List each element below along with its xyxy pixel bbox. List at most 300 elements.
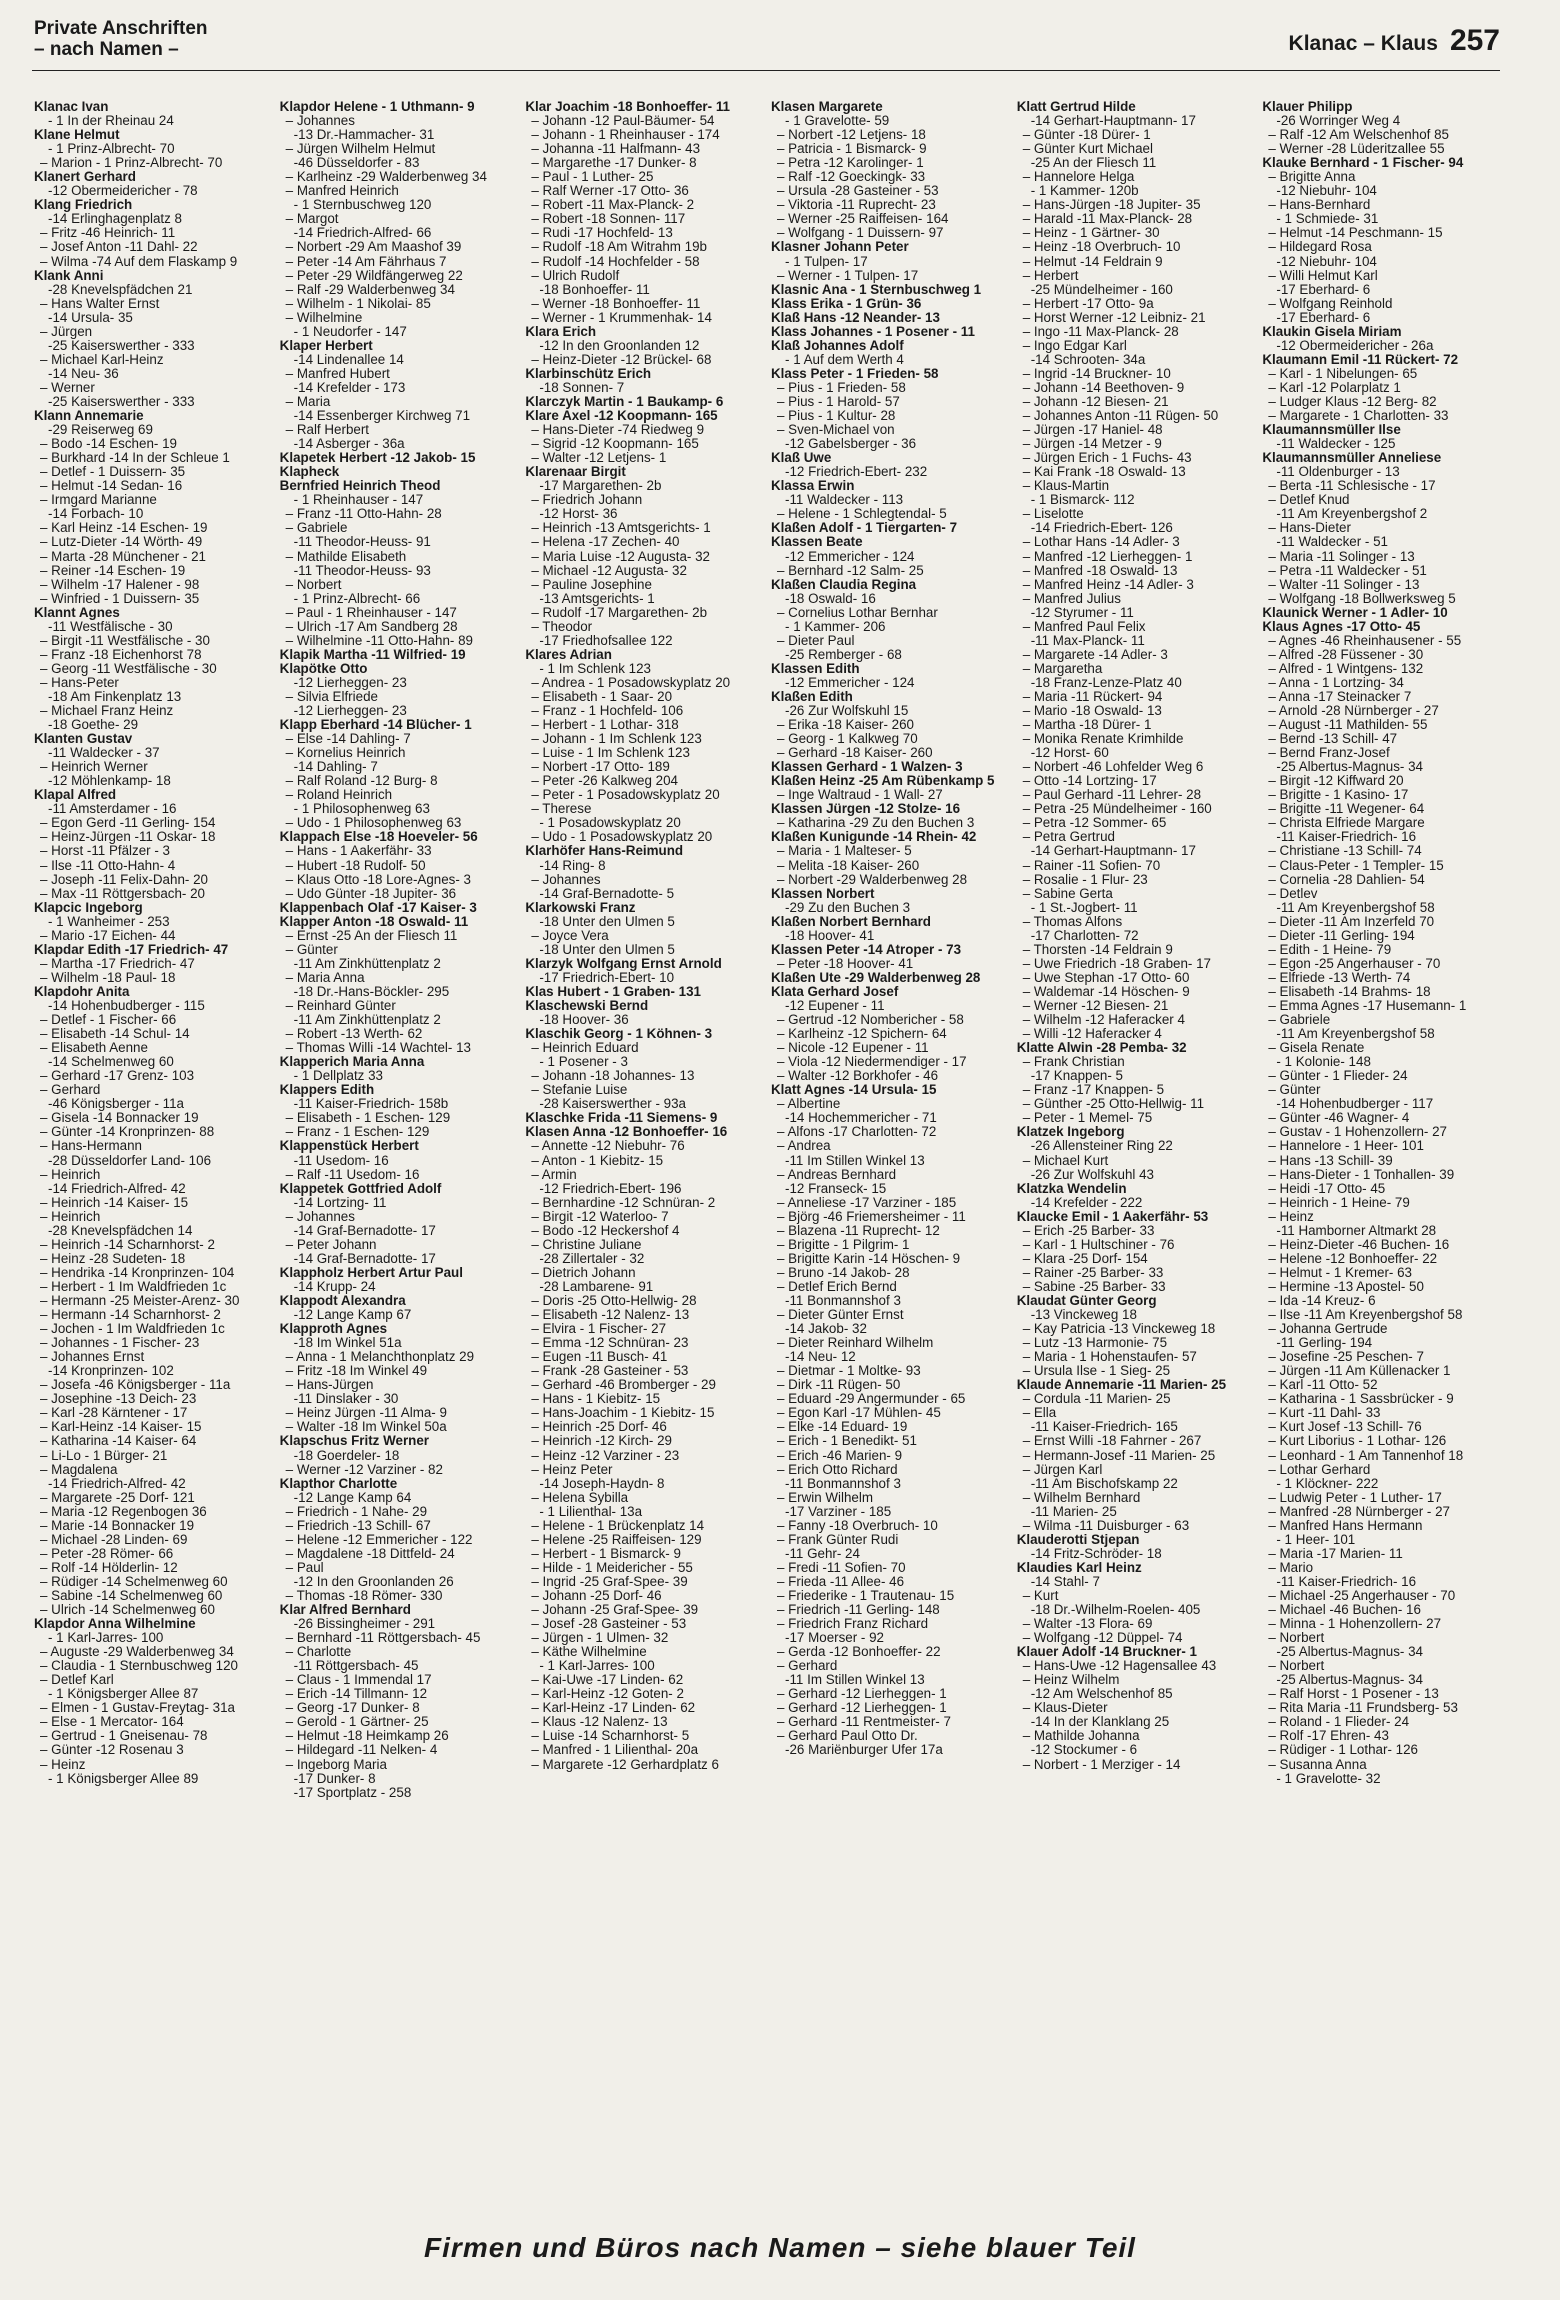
directory-entry-line: – Thomas -18 Römer- 330 <box>285 1588 443 1603</box>
name-range: Klanac – Klaus <box>1288 32 1438 55</box>
directory-entry-line: -14 Neu- 36 <box>48 366 119 381</box>
directory-entry-line: – Jürgen Karl <box>1022 1462 1103 1477</box>
directory-entry-line: Klaßen Kunigunde -14 Rhein- 42 <box>771 830 977 845</box>
directory-entry-line: Klass Johannes - 1 Posener - 11 <box>771 324 975 339</box>
directory-entry-line: – Walter -18 Im Winkel 50a <box>285 1420 447 1435</box>
directory-entry-line: -28 Knevelspfädchen 21 <box>48 282 193 297</box>
directory-entry-line: Klarczyk Martin - 1 Baukamp- 6 <box>525 394 724 409</box>
directory-entry-line: – Friedrich - 1 Nahe- 29 <box>285 1504 428 1519</box>
directory-entry-line: – Mathilde Johanna <box>1022 1729 1140 1744</box>
directory-entry-line: Klappers Edith <box>279 1083 375 1098</box>
directory-entry-line: – Heinz-Dieter -12 Brückel- 68 <box>531 352 712 367</box>
directory-entry-line: – Manfred -18 Oswald- 13 <box>1022 563 1178 578</box>
directory-entry-line: – Klaus Otto -18 Lore-Agnes- 3 <box>285 872 472 887</box>
directory-entry-line: Klar Alfred Bernhard <box>279 1603 411 1618</box>
directory-entry-line: – Elisabeth -12 Nalenz- 13 <box>531 1308 690 1323</box>
directory-entry-line: Klata Gerhard Josef <box>771 984 899 999</box>
directory-entry-line: -25 Albertus-Magnus- 34 <box>1276 760 1423 775</box>
directory-entry-line: – Frank -28 Gasteiner - 53 <box>531 1364 689 1379</box>
directory-entry-line: - 1 Königsberger Allee 87 <box>48 1687 199 1702</box>
directory-entry-line: – Ingeborg Maria <box>285 1757 387 1772</box>
directory-entry-line: Klatte Alwin -28 Pemba- 32 <box>1016 1041 1187 1056</box>
directory-entry-line: Klappetek Gottfried Adolf <box>279 1181 442 1196</box>
directory-entry-line: – Katharina -14 Kaiser- 64 <box>40 1434 197 1449</box>
directory-entry-line: -12 Obermeidericher - 26a <box>1276 338 1434 353</box>
directory-entry-line: – Wilhelmine <box>285 310 363 325</box>
directory-entry-line: – Kurt Josef -13 Schill- 76 <box>1268 1420 1422 1435</box>
directory-entry-line: – Nicole -12 Eupener - 11 <box>777 1041 929 1056</box>
directory-entry-line: – Alfons -17 Charlotten- 72 <box>777 1125 937 1140</box>
directory-entry-line: Klatt Agnes -14 Ursula- 15 <box>771 1083 937 1098</box>
directory-entry-line: – Detlef - 1 Fischer- 66 <box>40 1013 177 1028</box>
directory-entry-line: – Norbert <box>1268 1659 1325 1674</box>
directory-entry-line: – Johann -25 Dorf- 46 <box>531 1588 662 1603</box>
directory-entry-line: – Inge Waltraud - 1 Wall- 27 <box>777 788 943 803</box>
directory-entry-line: – Heinz Jürgen -11 Alma- 9 <box>285 1406 447 1421</box>
directory-entry-line: -25 Albertus-Magnus- 34 <box>1276 1645 1423 1660</box>
directory-entry-line: – Sabine Gerta <box>1022 886 1113 901</box>
directory-entry-line: -18 Unter den Ulmen 5 <box>539 942 675 957</box>
directory-entry-line: – Norbert -46 Lohfelder Weg 6 <box>1022 760 1204 775</box>
directory-entry-line: – Claudia - 1 Sternbuschweg 120 <box>40 1659 239 1674</box>
directory-entry-line: – Elfriede -13 Werth- 74 <box>1268 970 1411 985</box>
directory-entry-line: – Kornelius Heinrich <box>285 746 406 761</box>
directory-entry-line: – Ingrid -25 Graf-Spee- 39 <box>531 1574 688 1589</box>
directory-entry-line: -11 Hamborner Altmarkt 28 <box>1276 1223 1437 1238</box>
section-title <box>34 18 208 60</box>
directory-entry-line: – Johann -12 Paul-Bäumer- 54 <box>531 114 715 129</box>
directory-entry-line: – Friederike - 1 Trautenau- 15 <box>777 1588 955 1603</box>
directory-entry-line: – Josef Anton -11 Dahl- 22 <box>40 240 198 255</box>
directory-entry-line: -11 Waldecker - 37 <box>48 746 160 761</box>
directory-entry-line: -29 Zu den Buchen 3 <box>785 900 911 915</box>
directory-entry-line: – Jürgen Erich - 1 Fuchs- 43 <box>1022 451 1192 466</box>
directory-entry-line: -14 Graf-Bernadotte- 17 <box>293 1251 436 1266</box>
directory-entry-line: – Johanna -11 Halfmann- 43 <box>531 142 701 157</box>
directory-entry-line: -18 Oswald- 16 <box>785 591 876 606</box>
directory-entry-line: – Hans-Uwe -12 Hagensallee 43 <box>1022 1659 1217 1674</box>
directory-entry-line: – Heinz <box>40 1757 86 1772</box>
directory-entry-line: - 1 Kammer- 206 <box>785 619 886 634</box>
directory-entry-line: Klara Erich <box>525 324 597 339</box>
directory-entry-line: – Georg - 1 Kalkweg 70 <box>777 732 918 747</box>
directory-entry-line: Klasen Margarete <box>771 100 883 114</box>
directory-entry-line: – Werner <box>40 380 95 395</box>
directory-entry-line: Klaunick Werner - 1 Adler- 10 <box>1262 605 1448 620</box>
directory-entry-line: -17 Eberhard- 6 <box>1276 310 1371 325</box>
directory-entry-line: – Heidi -17 Otto- 45 <box>1268 1181 1386 1196</box>
directory-entry-line: – Wilhelmine -11 Otto-Hahn- 89 <box>285 633 473 648</box>
directory-entry-line: -14 Essenberger Kirchweg 71 <box>293 409 471 424</box>
directory-entry-line: -11 Kaiser-Friedrich- 16 <box>1276 830 1417 845</box>
directory-entry-line: -28 Kaiserswerther - 93a <box>539 1097 686 1112</box>
directory-entry-line: – Peter -14 Am Fährhaus 7 <box>285 254 447 269</box>
directory-entry-line: – Uwe Stephan -17 Otto- 60 <box>1022 970 1190 985</box>
directory-entry-line: – Heinrich -14 Scharnhorst- 2 <box>40 1237 215 1252</box>
directory-entry-line: – Joseph -11 Felix-Dahn- 20 <box>40 872 208 887</box>
directory-entry-line: -11 Waldecker - 125 <box>1276 437 1396 452</box>
directory-entry-line: Klang Friedrich <box>34 198 133 213</box>
directory-entry-line: – Erich - 1 Benedikt- 51 <box>777 1434 917 1449</box>
directory-entry-line: – Rudolf -17 Margarethen- 2b <box>531 605 708 620</box>
directory-entry-line: - 1 Prinz-Albrecht- 70 <box>48 142 175 157</box>
directory-entry-line: -11 Max-Planck- 11 <box>1030 633 1145 648</box>
directory-entry-line: – Norbert -12 Letjens- 18 <box>777 128 926 143</box>
directory-entry-line: - 1 Auf dem Werth 4 <box>785 352 904 367</box>
directory-entry-line: – Viola -12 Niedermendiger - 17 <box>777 1055 967 1070</box>
directory-entry-line: – Herbert -17 Otto- 9a <box>1022 296 1154 311</box>
directory-entry-line: -11 Am Zinkhüttenplatz 2 <box>293 1013 441 1028</box>
directory-entry-line: – Petra -25 Mündelheimer - 160 <box>1022 802 1212 817</box>
directory-entry-line: – Walter -13 Flora- 69 <box>1022 1617 1153 1632</box>
directory-entry-line: – Michael Karl-Heinz <box>40 352 164 367</box>
directory-entry-line: – Patricia - 1 Bismarck- 9 <box>777 142 927 157</box>
directory-entry-line: Klaßen Norbert Bernhard <box>771 914 931 929</box>
directory-entry-line: – Wolfgang -18 Bollwerksweg 5 <box>1268 591 1456 606</box>
directory-entry-line: -18 Goerdeler- 18 <box>293 1448 400 1463</box>
directory-entry-line: – Helena Sybilla <box>531 1490 629 1505</box>
directory-entry-line: – Heinz Wilhelm <box>1022 1673 1120 1688</box>
directory-entry-line: – Wilhelm -12 Haferacker 4 <box>1022 1013 1185 1028</box>
directory-entry-line: - 1 Kolonie- 148 <box>1276 1055 1371 1070</box>
directory-entry-line: -25 Remberger - 68 <box>785 647 902 662</box>
directory-entry-line: – Hans-Bernhard <box>1268 198 1371 213</box>
directory-entry-line: – Elisabeth -14 Brahms- 18 <box>1268 984 1431 999</box>
directory-entry-line: – Ingo -11 Max-Planck- 28 <box>1022 324 1179 339</box>
section-title-line1: Private Anschriften <box>34 18 208 39</box>
directory-entry-line: -12 Horst- 36 <box>539 507 618 522</box>
directory-entry-line: Klapötke Otto <box>279 661 368 676</box>
directory-entry-line: – Helmut -14 Sedan- 16 <box>40 479 183 494</box>
directory-entry-line: Klauke Bernhard - 1 Fischer- 94 <box>1262 156 1464 171</box>
directory-entry-line: – Walter -11 Solinger - 13 <box>1268 577 1420 592</box>
directory-entry-line: – Käthe Wilhelmine <box>531 1645 647 1660</box>
directory-entry-line: - 1 Gravelotte- 32 <box>1276 1771 1381 1786</box>
directory-entry-line: – Ralf -11 Usedom- 16 <box>285 1167 420 1182</box>
directory-entry-line: – Pauline Josephine <box>531 577 652 592</box>
directory-entry-line: – Johann -12 Biesen- 21 <box>1022 394 1169 409</box>
directory-entry-line: -17 Sportplatz - 258 <box>293 1785 412 1800</box>
page-header-range <box>1289 24 1500 58</box>
directory-entry-line: -18 Im Winkel 51a <box>293 1336 402 1351</box>
directory-entry-line: – Gerhard -11 Rentmeister- 7 <box>777 1715 951 1730</box>
directory-entry-line: – Günter -12 Rosenau 3 <box>40 1743 184 1758</box>
directory-entry-line: – Gerold - 1 Gärtner- 25 <box>285 1715 429 1730</box>
directory-entry-line: -12 Lierheggen- 23 <box>293 675 407 690</box>
directory-entry-line: -14 Ursula- 35 <box>48 310 133 325</box>
directory-entry-line: - 1 Königsberger Allee 89 <box>48 1771 199 1786</box>
directory-entry-line: -11 Usedom- 16 <box>293 1153 389 1168</box>
directory-entry-line: -12 Styrumer - 11 <box>1030 605 1134 620</box>
directory-entry-line: – Friedrich -13 Schill- 67 <box>285 1518 431 1533</box>
directory-entry-line: -13 Dr.-Hammacher- 31 <box>293 128 435 143</box>
directory-entry-line: - 1 Wanheimer - 253 <box>48 914 170 929</box>
directory-entry-line: – Uwe Friedrich -18 Graben- 17 <box>1022 956 1211 971</box>
directory-entry-line: – Kay Patricia -13 Vinckeweg 18 <box>1022 1322 1216 1337</box>
directory-entry-line: – Elke -14 Eduard- 19 <box>777 1420 908 1435</box>
directory-entry-line: – Helena -17 Zechen- 40 <box>531 535 680 550</box>
directory-entry-line: – Kurt <box>1022 1588 1059 1603</box>
directory-entry-line: – Heinrich -14 Kaiser- 15 <box>40 1195 189 1210</box>
directory-entry-line: -14 Graf-Bernadotte- 17 <box>293 1223 436 1238</box>
directory-entry-line: – Erich Otto Richard <box>777 1462 898 1477</box>
directory-entry-line: – Heinrich <box>40 1167 101 1182</box>
directory-entry-line: – Charlotte <box>285 1645 352 1660</box>
directory-entry-line: – Günter -46 Wagner- 4 <box>1268 1111 1410 1126</box>
directory-entry-line: – Monika Renate Krimhilde <box>1022 732 1184 747</box>
directory-entry-line: – Frieda -11 Allee- 46 <box>777 1574 905 1589</box>
directory-entry-line: – Lothar Gerhard <box>1268 1462 1371 1477</box>
directory-entry-line: -25 Kaiserswerther - 333 <box>48 394 195 409</box>
directory-entry-line: – Norbert <box>285 577 342 592</box>
directory-entry-line: Klapdohr Anita <box>34 984 130 999</box>
directory-entry-line: -17 Margarethen- 2b <box>539 479 662 494</box>
directory-entry-line: – Maria - 1 Hohenstaufen- 57 <box>1022 1350 1197 1365</box>
directory-entry-line: – Gerhard -46 Bromberger - 29 <box>531 1378 716 1393</box>
directory-entry-line: Klappenstück Herbert <box>279 1139 419 1154</box>
directory-entry-line: -12 Friedrich-Ebert- 196 <box>539 1181 682 1196</box>
directory-entry-line: – Erich -14 Tillmann- 12 <box>285 1687 428 1702</box>
directory-entry-line: Klassen Norbert <box>771 886 875 901</box>
directory-entry-line: – Anna -17 Steinacker 7 <box>1268 689 1412 704</box>
directory-entry-line: – Udo - 1 Posadowskyplatz 20 <box>531 830 713 845</box>
directory-entry-line: -14 In der Klanklang 25 <box>1030 1715 1170 1730</box>
directory-entry-line: – Helene -12 Bonhoeffer- 22 <box>1268 1251 1438 1266</box>
directory-entry-line: Klapdar Edith -17 Friedrich- 47 <box>34 942 229 957</box>
directory-entry-line: – Friedrich Johann <box>531 493 643 508</box>
header-rule <box>32 70 1500 71</box>
directory-entry-line: -11 Am Kreyenbergshof 2 <box>1276 507 1428 522</box>
directory-entry-line: – Björg -46 Friemersheimer - 11 <box>777 1209 966 1224</box>
directory-entry-line: Klarzyk Wolfgang Ernst Arnold <box>525 956 722 971</box>
directory-entry-line: – Johannes <box>285 1209 355 1224</box>
directory-entry-line: – Fritz -18 Im Winkel 49 <box>285 1364 428 1379</box>
directory-entry-line: – Michael -25 Angerhauser - 70 <box>1268 1588 1456 1603</box>
directory-entry-line: -11 Im Stillen Winkel 13 <box>785 1153 925 1168</box>
directory-entry-line: – Rita Maria -11 Frundsberg- 53 <box>1268 1701 1458 1716</box>
directory-entry-line: – Herbert - 1 Im Waldfrieden 1c <box>40 1279 227 1294</box>
directory-entry-line: Klaßen Ute -29 Walderbenweg 28 <box>771 970 981 985</box>
directory-entry-line: Klapal Alfred <box>34 788 117 803</box>
directory-entry-line: – Werner - 1 Tulpen- 17 <box>777 268 919 283</box>
directory-entry-line: Klarbinschütz Erich <box>525 366 652 381</box>
directory-entry-line: Klasen Anna -12 Bonhoeffer- 16 <box>525 1125 728 1140</box>
directory-entry-line: -14 Neu- 12 <box>785 1350 856 1365</box>
directory-entry-line: Klauer Philipp <box>1262 100 1353 114</box>
directory-entry-line: – Alfred - 1 Wintgens- 132 <box>1268 661 1424 676</box>
directory-entry-line: – Pius - 1 Kultur- 28 <box>777 409 896 424</box>
directory-entry-line: – Hannelore - 1 Heer- 101 <box>1268 1139 1424 1154</box>
directory-entry-line: – Rainer -25 Barber- 33 <box>1022 1265 1164 1280</box>
directory-entry-line: – Silvia Elfriede <box>285 689 378 704</box>
directory-entry-line: -28 Zillertaler - 32 <box>539 1251 645 1266</box>
directory-entry-line: -17 Charlotten- 72 <box>1030 928 1139 943</box>
directory-columns <box>34 100 1500 2220</box>
directory-entry-line: – Günter <box>1268 1083 1321 1098</box>
directory-entry-line: – Li-Lo - 1 Bürger- 21 <box>40 1448 168 1463</box>
directory-entry-line: Klassa Erwin <box>771 479 855 494</box>
directory-entry-line: – Dieter -11 Am Inzerfeld 70 <box>1268 914 1435 929</box>
directory-entry-line: – Susanna Anna <box>1268 1757 1367 1772</box>
directory-entry-line: – Kai-Uwe -17 Linden- 62 <box>531 1673 684 1688</box>
directory-entry-line: – Peter - 1 Posadowskyplatz 20 <box>531 788 720 803</box>
directory-entry-line: – Elisabeth - 1 Saar- 20 <box>531 689 673 704</box>
directory-entry-line: -26 Zur Wolfskuhl 43 <box>1030 1167 1154 1182</box>
directory-entry-line: – Arnold -28 Nürnberger - 27 <box>1268 704 1439 719</box>
directory-entry-line: -12 Obermeidericher - 78 <box>48 184 198 199</box>
directory-entry-line: Klank Anni <box>34 268 104 283</box>
directory-entry-line: – Johannes Anton -11 Rügen- 50 <box>1022 409 1219 424</box>
directory-entry-line: – Dietrich Johann <box>531 1265 636 1280</box>
directory-entry-line: – Jürgen -14 Metzer - 9 <box>1022 437 1162 452</box>
directory-entry-line: Klaßen Claudia Regina <box>771 577 917 592</box>
directory-entry-line: – Gabriele <box>1268 1013 1331 1028</box>
directory-entry-line: – Petra -11 Waldecker - 51 <box>1268 563 1427 578</box>
directory-entry-line: – Wilhelm -18 Paul- 18 <box>40 970 176 985</box>
directory-entry-line: Klappenbach Olaf -17 Kaiser- 3 <box>279 900 477 915</box>
directory-entry-line: – Leonhard - 1 Am Tannenhof 18 <box>1268 1448 1464 1463</box>
directory-entry-line: -12 Emmericher - 124 <box>785 675 915 690</box>
directory-entry-line: Klare Axel -12 Koopmann- 165 <box>525 409 718 424</box>
directory-entry-line: Klassen Peter -14 Atroper - 73 <box>771 942 962 957</box>
directory-entry-line: – Norbert -17 Otto- 189 <box>531 760 670 775</box>
directory-entry-line: -18 Dr.-Wilhelm-Roelen- 405 <box>1030 1603 1201 1618</box>
directory-entry-line: – Wolfgang - 1 Duissern- 97 <box>777 226 944 241</box>
directory-entry-line: Klarenaar Birgit <box>525 465 626 480</box>
directory-entry-line: – Detlef Karl <box>40 1673 114 1688</box>
directory-entry-line: – Heinz <box>1268 1209 1314 1224</box>
directory-entry-line: Klapik Martha -11 Wilfried- 19 <box>279 647 466 662</box>
directory-entry-line: Klarkowski Franz <box>525 900 636 915</box>
directory-entry-line: – Jürgen -11 Am Küllenacker 1 <box>1268 1364 1451 1379</box>
directory-entry-line: – Ella <box>1022 1406 1057 1421</box>
directory-entry-line: – Ralf -12 Am Welschenhof 85 <box>1268 128 1449 143</box>
directory-entry-line: – Cornelius Lothar Bernhar <box>777 605 938 620</box>
directory-entry-line: – Hans-Hermann <box>40 1139 142 1154</box>
directory-entry-line: – Dirk -11 Rügen- 50 <box>777 1378 901 1393</box>
directory-entry-line: -26 Worringer Weg 4 <box>1276 114 1401 129</box>
directory-entry-line: Klappholz Herbert Artur Paul <box>279 1265 463 1280</box>
directory-entry-line: – Anton - 1 Kiebitz- 15 <box>531 1153 664 1168</box>
directory-entry-line: – Jürgen <box>40 324 93 339</box>
directory-entry-line: – Robert -18 Sonnen- 117 <box>531 212 686 227</box>
directory-entry-line: – Helmut - 1 Kremer- 63 <box>1268 1265 1412 1280</box>
directory-entry-line: Klapp Eberhard -14 Blücher- 1 <box>279 718 472 733</box>
directory-entry-line: Klauderotti Stjepan <box>1016 1532 1140 1547</box>
directory-entry-line: – Rüdiger -14 Schelmenweg 60 <box>40 1574 228 1589</box>
directory-entry-line: -29 Reiserweg 69 <box>48 423 153 438</box>
directory-entry-line: – Dieter Günter Ernst <box>777 1308 904 1323</box>
directory-entry-line: – Josef -28 Gasteiner - 53 <box>531 1617 687 1632</box>
directory-entry-line: – Karl -11 Otto- 52 <box>1268 1378 1378 1393</box>
directory-entry-line: -26 Mariënburger Ufer 17a <box>785 1743 943 1758</box>
directory-entry-line: -25 An der Fliesch 11 <box>1030 156 1157 171</box>
directory-entry-line: - 1 Karl-Jarres- 100 <box>539 1659 655 1674</box>
directory-entry-line: – Udo - 1 Philosophenweg 63 <box>285 816 462 831</box>
directory-entry-line: – Georg -11 Westfälische - 30 <box>40 661 217 676</box>
directory-entry-line: – Gisela -14 Bonnacker 19 <box>40 1111 199 1126</box>
directory-entry-line: – Eduard -29 Angermunder - 65 <box>777 1392 966 1407</box>
directory-entry-line: – Karl - 1 Nibelungen- 65 <box>1268 366 1418 381</box>
directory-entry-line: – Jürgen Wilhelm Helmut <box>285 142 436 157</box>
directory-entry-line: – Johanna Gertrude <box>1268 1322 1388 1337</box>
directory-entry-line: - 1 Karl-Jarres- 100 <box>48 1631 164 1646</box>
directory-entry-line: – Bodo -14 Eschen- 19 <box>40 437 177 452</box>
directory-entry-line: – Irmgard Marianne <box>40 493 157 508</box>
directory-column <box>280 100 518 2220</box>
directory-entry-line: Klappach Else -18 Hoeveler- 56 <box>279 830 478 845</box>
directory-entry-line: – Klaus-Martin <box>1022 479 1110 494</box>
directory-entry-line: -18 Hoover- 36 <box>539 1013 629 1028</box>
directory-entry-line: – Hans-Jürgen <box>285 1378 374 1393</box>
directory-entry-line: -11 Marien- 25 <box>1030 1504 1117 1519</box>
directory-entry-line: - 1 St.-Jogbert- 11 <box>1030 900 1138 915</box>
directory-entry-line: – Rudolf -14 Hochfelder - 58 <box>531 254 700 269</box>
directory-entry-line: -14 Krefelder - 222 <box>1030 1195 1143 1210</box>
page-number: 257 <box>1449 24 1500 57</box>
directory-entry-line: – Franz - 1 Hochfeld- 106 <box>531 704 684 719</box>
directory-entry-line: – Horst -11 Pfälzer - 3 <box>40 844 170 859</box>
directory-entry-line: - 1 Posadowskyplatz 20 <box>539 816 681 831</box>
directory-entry-line: Klapschus Fritz Werner <box>279 1434 429 1449</box>
directory-entry-line: -25 Kaiserswerther - 333 <box>48 338 195 353</box>
directory-entry-line: – Martha -17 Friedrich- 47 <box>40 956 195 971</box>
directory-entry-line: -11 Am Zinkhüttenplatz 2 <box>293 956 441 971</box>
directory-entry-line: – Hans-Dieter - 1 Tonhallen- 39 <box>1268 1167 1455 1182</box>
directory-entry-line: – Helmut -14 Feldrain 9 <box>1022 254 1163 269</box>
directory-entry-line: – Margarete -12 Gerhardplatz 6 <box>531 1757 719 1772</box>
directory-entry-line: Klares Adrian <box>525 647 612 662</box>
directory-entry-line: – Magdalene -18 Dittfeld- 24 <box>285 1546 455 1561</box>
directory-entry-line: - 1 Heer- 101 <box>1276 1532 1356 1547</box>
directory-entry-line: – Hildegard -11 Nelken- 4 <box>285 1743 438 1758</box>
directory-entry-line: – Herbert - 1 Lothar- 318 <box>531 718 679 733</box>
directory-entry-line: – Brigitte Anna <box>1268 170 1356 185</box>
directory-entry-line: – Günther -25 Otto-Hellwig- 11 <box>1022 1097 1205 1112</box>
directory-entry-line: Klaschewski Bernd <box>525 999 649 1013</box>
directory-entry-line: – Magdalena <box>40 1462 118 1477</box>
directory-entry-line: - 1 Lilienthal- 13a <box>539 1504 643 1519</box>
directory-entry-line: -25 Mündelheimer - 160 <box>1030 282 1173 297</box>
directory-entry-line: -11 Am Bischofskamp 22 <box>1030 1476 1178 1491</box>
directory-entry-line: – Sigrid -12 Koopmann- 165 <box>531 437 699 452</box>
directory-entry-line: -18 Hoover- 41 <box>785 928 875 943</box>
directory-entry-line: – Petra -12 Sommer- 65 <box>1022 816 1167 831</box>
directory-entry-line: Klassen Gerhard - 1 Walzen- 3 <box>771 760 963 775</box>
directory-entry-line: – Pius - 1 Frieden- 58 <box>777 380 906 395</box>
directory-entry-line: -12 Franseck- 15 <box>785 1181 887 1196</box>
directory-entry-line: – Hans -13 Schill- 39 <box>1268 1153 1393 1168</box>
directory-entry-line: -14 Dahling- 7 <box>293 760 378 775</box>
directory-entry-line: -14 Friedrich-Alfred- 42 <box>48 1181 186 1196</box>
directory-entry-line: -12 Horst- 60 <box>1030 746 1109 761</box>
directory-entry-line: – Karl-Heinz -14 Kaiser- 15 <box>40 1420 202 1435</box>
directory-entry-line: – Ralf -12 Goeckingk- 33 <box>777 170 926 185</box>
directory-entry-line: -17 Eberhard- 6 <box>1276 282 1371 297</box>
directory-entry-line: – Robert -13 Werth- 62 <box>285 1027 423 1042</box>
directory-entry-line: – Maria -11 Solinger - 13 <box>1268 549 1415 564</box>
directory-entry-line: – Elmen - 1 Gustav-Freytag- 31a <box>40 1701 235 1716</box>
directory-entry-line: – Werner -18 Bonhoeffer- 11 <box>531 296 701 311</box>
directory-entry-line: – Detlef Knud <box>1268 493 1350 508</box>
directory-entry-line: – Michael -46 Buchen- 16 <box>1268 1603 1421 1618</box>
directory-entry-line: Klaukin Gisela Miriam <box>1262 324 1402 339</box>
directory-entry-line: – Birgit -12 Waterloo- 7 <box>531 1209 669 1224</box>
directory-entry-line: -18 Unter den Ulmen 5 <box>539 914 675 929</box>
directory-entry-line: Klaper Herbert <box>279 338 373 353</box>
directory-entry-line: – Hans - 1 Aakerfähr- 33 <box>285 844 432 859</box>
directory-entry-line: – Andreas Bernhard <box>777 1167 897 1182</box>
